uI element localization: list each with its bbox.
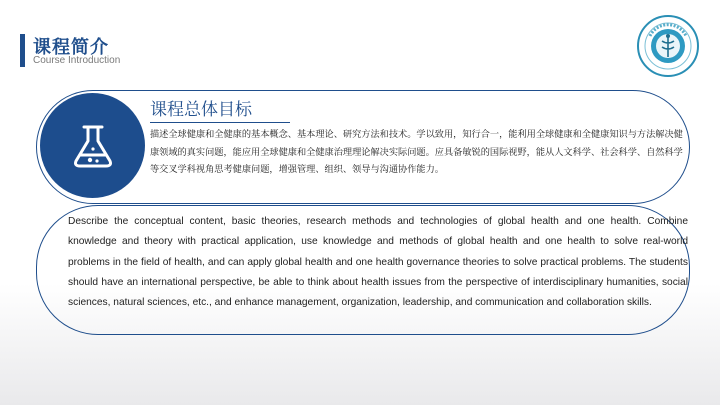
header-accent-bar xyxy=(20,34,25,67)
page-subtitle: Course Introduction xyxy=(33,55,121,66)
flask-icon-circle xyxy=(40,93,145,198)
university-seal-logo xyxy=(636,14,700,78)
card-title: 课程总体目标 xyxy=(150,100,252,120)
title-underline xyxy=(150,122,290,123)
page-title: 课程简介 xyxy=(33,37,109,58)
english-description: Describe the conceptual content, basic theories, research methods and technologies of global health and one health. Combine knowledge and theory with practical application, use knowledge and methods of global health and one health to solve real-world problems in the field of health, and can apply global health and one health governance theories to solve practical problems. The students should have an international perspective, be able to think about health issues from the perspective of interdisciplinary humanities, social sciences, natural sciences, etc., and enhance management, organization, leadership, and communication and collaboration skills. xyxy=(68,216,688,309)
flask-icon xyxy=(68,121,118,171)
chinese-description: 描述全球健康和全健康的基本概念、基本理论、研究方法和技术。学以致用，知行合一，能利用全球健康和全健康知识与方法解决健康领域的真实问题，能应用全球健康和全健康治理理论解决实际问题。应具备敏锐的国际视野，能从人文科学、社会科学、自然科学等交叉学科视角思考健康问题，增强管理、组织、领导与沟通协作能力。 xyxy=(150,129,683,175)
